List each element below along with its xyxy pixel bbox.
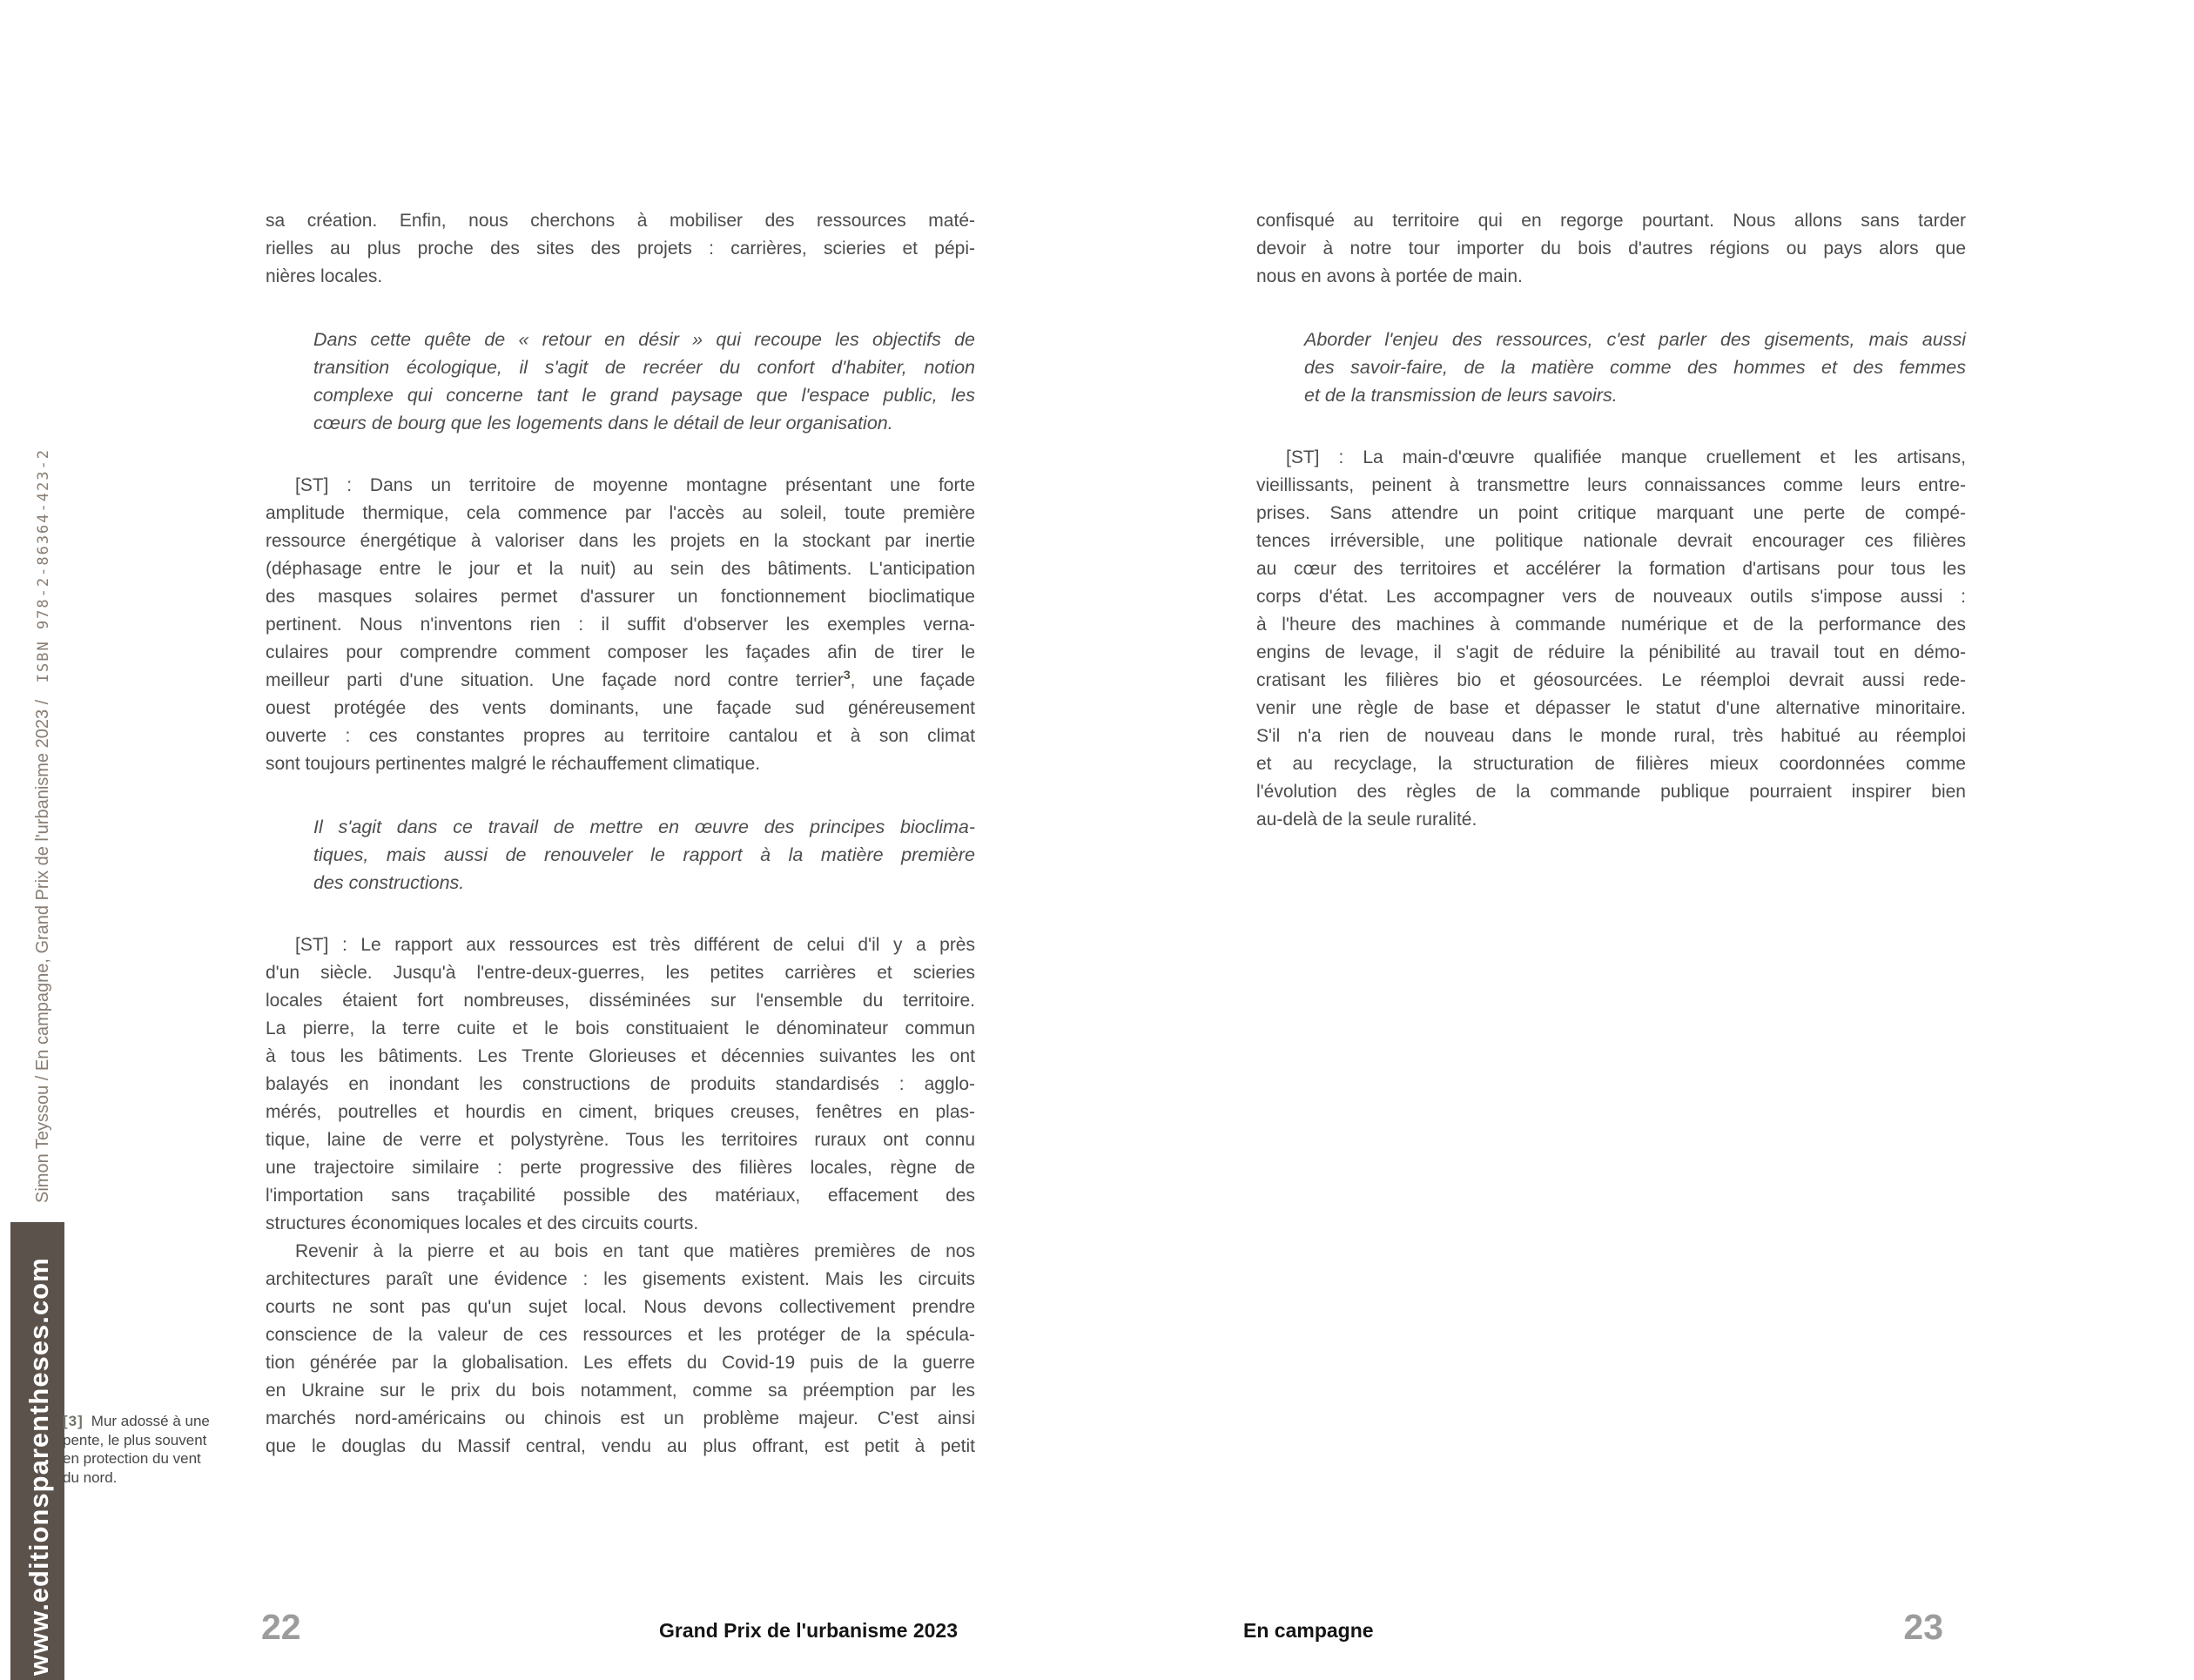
text-line: et de la transmission de leurs savoirs. bbox=[1304, 385, 1618, 406]
text-line: à l'heure des machines à commande numérique et de la performance des bbox=[1256, 615, 1966, 635]
quote-paragraph bbox=[1256, 326, 1966, 409]
text-line: locales étaient fort nombreuses, disséminées sur l'ensemble du territoire. bbox=[266, 991, 975, 1011]
paragraph bbox=[266, 1238, 975, 1461]
text-line: ressource énergétique à valoriser dans les projets en la stockant par inertie bbox=[266, 531, 975, 551]
text-line: nous en avons à portée de main. bbox=[1256, 266, 1523, 286]
text-line: Dans cette quête de « retour en désir » qui recoupe les objectifs de bbox=[313, 329, 975, 350]
text-line: d'un siècle. Jusqu'à l'entre-deux-guerres, les petites carrières et scieries bbox=[266, 963, 975, 983]
text-line: tion générée par la globalisation. Les effets du Covid-19 puis de la guerre bbox=[266, 1353, 975, 1373]
text-line: architectures paraît une évidence : les gisements existent. Mais les circuits bbox=[266, 1269, 975, 1289]
text-line: tiques, mais aussi de renouveler le rapport à la matière première bbox=[313, 844, 975, 865]
spine-author-title: Simon Teyssou / En campagne, Grand Prix de l'urbanisme 2023 / bbox=[33, 699, 52, 1203]
text-line: au-delà de la seule ruralité. bbox=[1256, 810, 1477, 830]
footer-title-right: En campagne bbox=[1243, 1619, 1374, 1642]
text-line: des savoir-faire, de la matière comme des hommes et des femmes bbox=[1304, 357, 1966, 378]
text-line: balayés en inondant les constructions de produits standardisés : agglo- bbox=[266, 1074, 975, 1094]
text-line: Aborder l'enjeu des ressources, c'est parler des gisements, mais aussi bbox=[1304, 329, 1966, 350]
quote-paragraph bbox=[266, 326, 975, 437]
footnote-reference: 3 bbox=[843, 668, 851, 682]
paragraph bbox=[1256, 207, 1966, 291]
text-line: à tous les bâtiments. Les Trente Glorieuses et décennies suivantes les ont bbox=[266, 1046, 975, 1066]
footnote-line: [3] Mur adossé à une bbox=[63, 1413, 210, 1429]
text-line: nières locales. bbox=[266, 266, 383, 286]
text-line: devoir à notre tour importer du bois d'autres régions ou pays alors que bbox=[1256, 239, 1966, 259]
text-line: cœurs de bourg que les logements dans le détail de leur organisation. bbox=[313, 413, 893, 433]
text-line: sa création. Enfin, nous cherchons à mobiliser des ressources maté- bbox=[266, 211, 975, 231]
text-line: vieillissants, peinent à transmettre leurs connaissances comme leurs entre- bbox=[1256, 475, 1966, 495]
text-line: Revenir à la pierre et au bois en tant que matières premières de nos bbox=[295, 1241, 975, 1261]
text-line: meilleur parti d'une situation. Une façade nord contre terrier$^3$, une façade bbox=[266, 668, 975, 690]
text-line: au cœur des territoires et accélérer la formation d'artisans pour tous les bbox=[1256, 559, 1966, 579]
text-line: prises. Sans attendre un point critique marquant une perte de compé- bbox=[1256, 503, 1966, 523]
text-line: mérés, poutrelles et hourdis en ciment, briques creuses, fenêtres en plas- bbox=[266, 1102, 975, 1122]
spine-title bbox=[31, 448, 55, 1203]
footnote-marker: [3] bbox=[63, 1413, 84, 1429]
paragraph bbox=[266, 931, 975, 1238]
text-line: cratisant les filières bio et géosourcées. Le réemploi devrait aussi rede- bbox=[1256, 670, 1966, 690]
text-line: venir une règle de base et dépasser le statut d'une alternative minoritaire. bbox=[1256, 698, 1966, 718]
text-line: La pierre, la terre cuite et le bois constituaient le dénominateur commun bbox=[266, 1018, 975, 1038]
text-line: complexe qui concerne tant le grand paysage que l'espace public, les bbox=[313, 385, 975, 406]
text-line: rielles au plus proche des sites des projets : carrières, scieries et pépi- bbox=[266, 239, 975, 259]
paragraph bbox=[266, 207, 975, 291]
quote-paragraph bbox=[266, 813, 975, 897]
text-line: confisqué au territoire qui en regorge pourtant. Nous allons sans tarder bbox=[1256, 211, 1966, 231]
footnote bbox=[63, 1412, 237, 1487]
page-number-right: 23 bbox=[1903, 1607, 1943, 1647]
text-line: en Ukraine sur le prix du bois notamment, comme sa préemption par les bbox=[266, 1381, 975, 1401]
paragraph bbox=[266, 472, 975, 778]
right-page-text-column bbox=[1256, 207, 1966, 834]
text-line: S'il n'a rien de nouveau dans le monde rural, très habitué au réemploi bbox=[1256, 726, 1966, 746]
paragraph bbox=[1256, 444, 1966, 834]
text-line: des constructions. bbox=[313, 872, 465, 893]
footnote-line: pente, le plus souvent bbox=[63, 1431, 207, 1448]
text-line: pertinent. Nous n'inventons rien : il suffit d'observer les exemples verna- bbox=[266, 615, 975, 635]
text-line: une trajectoire similaire : perte progressive des filières locales, règne de bbox=[266, 1158, 975, 1178]
page-number-left: 22 bbox=[261, 1607, 301, 1647]
text-line: Il s'agit dans ce travail de mettre en œuvre des principes bioclima- bbox=[313, 816, 975, 837]
text-line: engins de levage, il s'agit de réduire la pénibilité au travail tout en démo- bbox=[1256, 642, 1966, 662]
text-line: ouverte : ces constantes propres au territoire cantalou et à son climat bbox=[266, 726, 975, 746]
publisher-url: www.editionsparentheses.com bbox=[24, 1257, 54, 1676]
text-line: amplitude thermique, cela commence par l'accès au soleil, toute première bbox=[266, 503, 975, 523]
spine-isbn: ISBN 978-2-86364-423-2 bbox=[35, 448, 52, 683]
text-line: [ST] : La main-d'œuvre qualifiée manque cruellement et les artisans, bbox=[1286, 447, 1966, 467]
text-line: culaires pour comprendre comment composer les façades afin de tirer le bbox=[266, 642, 975, 662]
text-line: tences irréversible, une politique nationale devrait encourager ces filières bbox=[1256, 531, 1966, 551]
footnote-line: du nord. bbox=[63, 1468, 118, 1486]
left-page-text-column bbox=[266, 207, 975, 1461]
text-line: courts ne sont pas qu'un sujet local. Nous devons collectivement prendre bbox=[266, 1297, 975, 1317]
text-line: transition écologique, il s'agit de recréer du confort d'habiter, notion bbox=[313, 357, 975, 378]
text-line: et au recyclage, la structuration de filières mieux coordonnées comme bbox=[1256, 754, 1966, 774]
footnote-line: en protection du vent bbox=[63, 1450, 201, 1467]
text-line: tique, laine de verre et polystyrène. Tous les territoires ruraux ont connu bbox=[266, 1130, 975, 1150]
text-line: sont toujours pertinentes malgré le réchauffement climatique. bbox=[266, 754, 761, 774]
text-line: (déphasage entre le jour et la nuit) au sein des bâtiments. L'anticipation bbox=[266, 559, 975, 579]
text-line: conscience de la valeur de ces ressources et les protéger de la spécula- bbox=[266, 1325, 975, 1345]
footer-title-left: Grand Prix de l'urbanisme 2023 bbox=[659, 1619, 958, 1642]
text-line: que le douglas du Massif central, vendu au plus offrant, est petit à petit bbox=[266, 1436, 975, 1456]
text-line: marchés nord-américains ou chinois est un problème majeur. C'est ainsi bbox=[266, 1408, 975, 1428]
text-line: [ST] : Dans un territoire de moyenne montagne présentant une forte bbox=[295, 475, 975, 495]
text-line: des masques solaires permet d'assurer un fonctionnement bioclimatique bbox=[266, 587, 975, 607]
text-line: l'évolution des règles de la commande publique pourraient inspirer bien bbox=[1256, 782, 1966, 802]
text-line: ouest protégée des vents dominants, une façade sud généreusement bbox=[266, 698, 975, 718]
text-line: corps d'état. Les accompagner vers de nouveaux outils s'impose aussi : bbox=[1256, 587, 1966, 607]
text-line: [ST] : Le rapport aux ressources est très différent de celui d'il y a près bbox=[295, 935, 975, 955]
text-line: structures économiques locales et des circuits courts. bbox=[266, 1213, 699, 1233]
text-line: l'importation sans traçabilité possible des matériaux, effacement des bbox=[266, 1186, 975, 1206]
